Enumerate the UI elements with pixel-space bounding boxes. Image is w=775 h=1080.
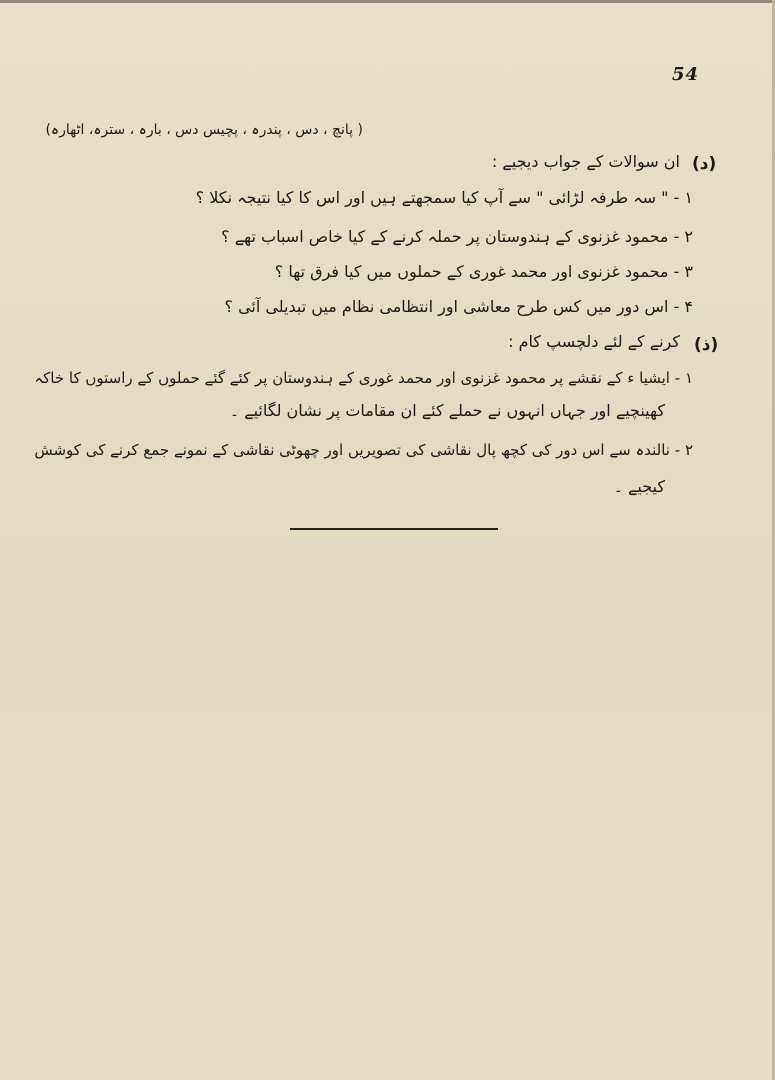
activities-heading: کرنے کے لئے دلچسپ کام : [508,332,680,351]
question-4: ۴ - اس دور میں کس طرح معاشی اور انتظامی نظام میں تبدیلی آئی ؟ [224,297,693,316]
page-number: 54 [672,64,700,85]
question-1: ۱ - " سہ طرفہ لڑائی " سے آپ کیا سمجھتے ہیں اور اس کا کیا نتیجہ نکلا ؟ [195,188,693,207]
section-label-dal: (د) [692,154,717,174]
activity-1-line-2: کھینچیے اور جہاں انہوں نے حملے کئے ان مقامات پر نشان لگائیے ۔ [229,401,665,420]
questions-heading: ان سوالات کے جواب دیجیے : [491,152,680,171]
word-bank: ( پانچ ، دس ، پندرہ ، پچیس دس ، بارہ ، سترہ، اٹھارہ) [45,122,363,138]
activity-2-line-1: ۲ - نالندہ سے اس دور کی کچھ پال نقاشی کی تصویریں اور چھوٹی نقاشی کے نمونے جمع کرنے کی کوشش [34,441,693,459]
question-3: ۳ - محمود غزنوی اور محمد غوری کے حملوں میں کیا فرق تھا ؟ [274,262,693,281]
section-divider [290,528,498,530]
activity-2-line-2: کیجیے ۔ [613,477,665,496]
activity-1-line-1: ۱ - ایشیا ء کے نقشے پر محمود غزنوی اور محمد غوری کے ہندوستان پر کئے گئے حملوں کے راستوں کا خاکہ [34,369,693,387]
scan-edge-top [0,0,775,3]
section-label-zal: (ذ) [694,335,719,355]
question-2: ۲ - محمود غزنوی کے ہندوستان پر حملہ کرنے کے کیا خاص اسباب تھے ؟ [221,227,693,246]
